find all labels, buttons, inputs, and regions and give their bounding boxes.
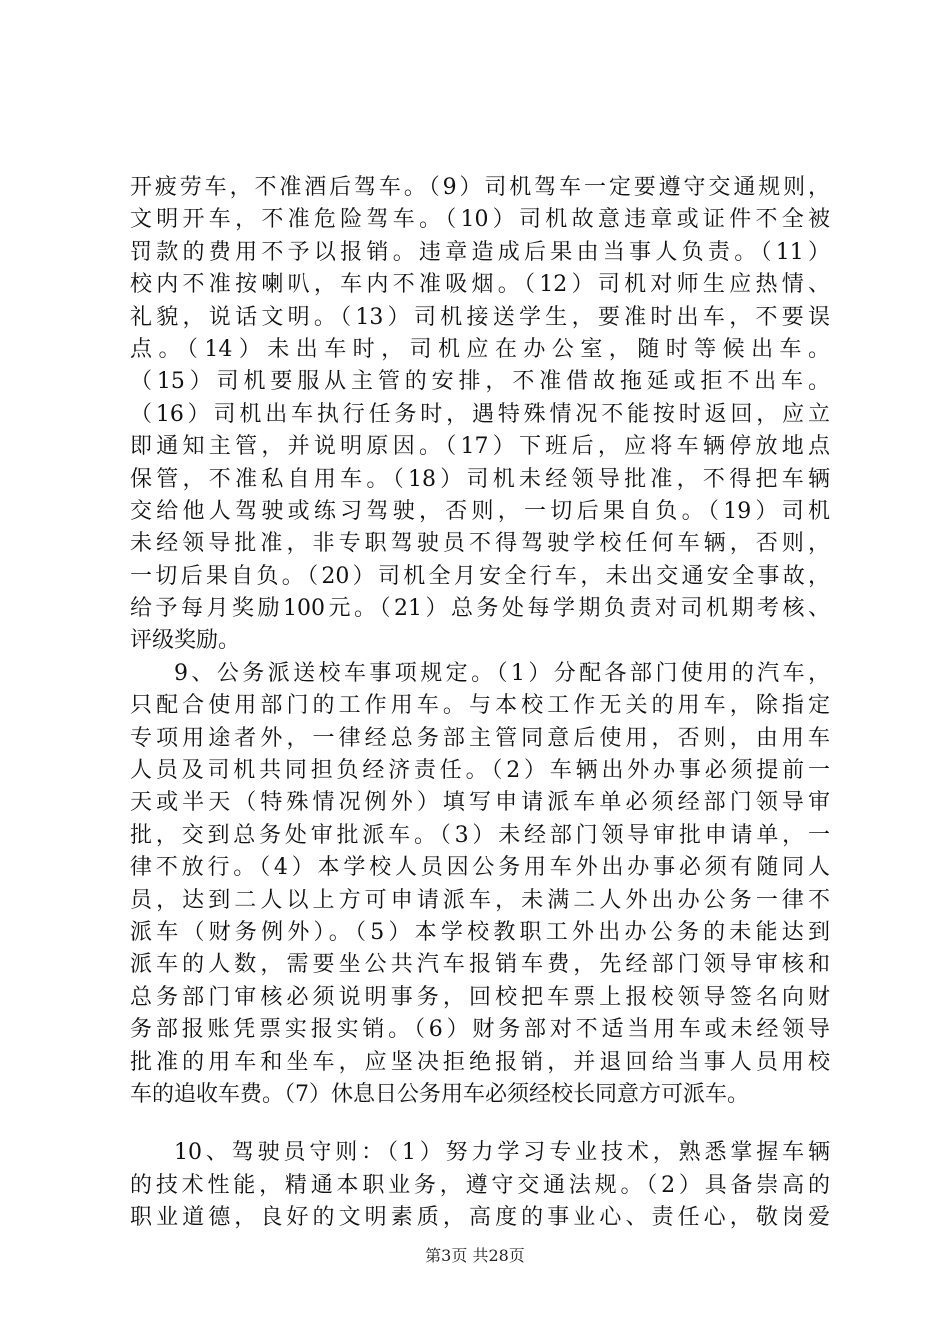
text-line: 派车（财务例外）。（5）本学校教职工外出办公务的未能达到 [130, 919, 830, 945]
text-line: 只配合使用部门的工作用车。与本校工作无关的用车，除指定 [130, 693, 830, 719]
text-line: 未经领导批准，非专职驾驶员不得驾驶学校任何车辆，否则， [130, 531, 830, 557]
paragraph-official-vehicle-rules [130, 658, 830, 1111]
text-line: 9、公务派送校车事项规定。（1）分配各部门使用的汽车， [174, 660, 830, 686]
paragraph-driver-rules-continued [130, 172, 830, 658]
text-line: 罚款的费用不予以报销。违章造成后果由当事人负责。（11） [130, 239, 830, 265]
text-line: 天或半天（特殊情况例外）填写申请派车单必须经部门领导审 [130, 790, 830, 816]
text-line: （15）司机要服从主管的安排，不准借故拖延或拒不出车。 [130, 369, 830, 395]
text-line: 专项用途者外，一律经总务部主管同意后使用，否则，由用车 [130, 725, 830, 751]
paragraph-gap [130, 1111, 830, 1137]
page-number-footer: 第3页 共28页 [425, 1246, 525, 1265]
text-line: （16）司机出车执行任务时，遇特殊情况不能按时返回，应立 [130, 401, 830, 427]
text-line: 文明开车，不准危险驾车。（10）司机故意违章或证件不全被 [130, 207, 830, 233]
text-line: 派车的人数，需要坐公共汽车报销车费，先经部门领导审核和 [130, 952, 830, 978]
text-line: 交给他人驾驶或练习驾驶，否则，一切后果自负。（19）司机 [130, 498, 830, 524]
text-line: 保管，不准私自用车。（18）司机未经领导批准，不得把车辆 [130, 466, 830, 492]
text-line: 律不放行。（4）本学校人员因公务用车外出办事必须有随同人 [130, 855, 830, 881]
text-line: 一切后果自负。（20）司机全月安全行车，未出交通安全事故， [130, 563, 830, 589]
text-line: 评级奖励。 [130, 628, 241, 654]
text-line: 员，达到二人以上方可申请派车，未满二人外出办公务一律不 [130, 887, 830, 913]
text-line: 的技术性能，精通本职业务，遵守交通法规。（2）具备崇高的 [130, 1172, 830, 1198]
text-line: 职业道德，良好的文明素质，高度的事业心、责任心，敬岗爱 [130, 1205, 830, 1231]
text-line: 点。（14）未出车时，司机应在办公室，随时等候出车。 [130, 336, 830, 362]
text-line: 批准的用车和坐车，应坚决拒绝报销，并退回给当事人员用校 [130, 1049, 830, 1075]
document-body [130, 172, 830, 1235]
text-line: 务部报账凭票实报实销。（6）财务部对不适当用车或未经领导 [130, 1017, 830, 1043]
text-line: 批，交到总务处审批派车。（3）未经部门领导审批申请单，一 [130, 822, 830, 848]
text-line: 10、驾驶员守则：（1）努力学习专业技术，熟悉掌握车辆 [174, 1140, 830, 1166]
text-line: 开疲劳车，不准酒后驾车。（9）司机驾车一定要遵守交通规则， [130, 175, 830, 200]
paragraph-driver-code [130, 1137, 830, 1234]
text-line: 礼貌，说话文明。（13）司机接送学生，要准时出车，不要误 [130, 304, 830, 330]
text-line: 给予每月奖励100元。（21）总务处每学期负责对司机期考核、 [130, 596, 830, 622]
text-line: 人员及司机共同担负经济责任。（2）车辆出外办事必须提前一 [130, 758, 830, 784]
text-line: 即通知主管，并说明原因。（17）下班后，应将车辆停放地点 [130, 434, 830, 460]
text-line: 校内不准按喇叭，车内不准吸烟。（12）司机对师生应热情、 [130, 272, 830, 298]
text-line: 总务部门审核必须说明事务，回校把车票上报校领导签名向财 [130, 984, 830, 1010]
text-line: 车的追收车费。（7）休息日公务用车必须经校长同意方可派车。 [130, 1081, 749, 1107]
